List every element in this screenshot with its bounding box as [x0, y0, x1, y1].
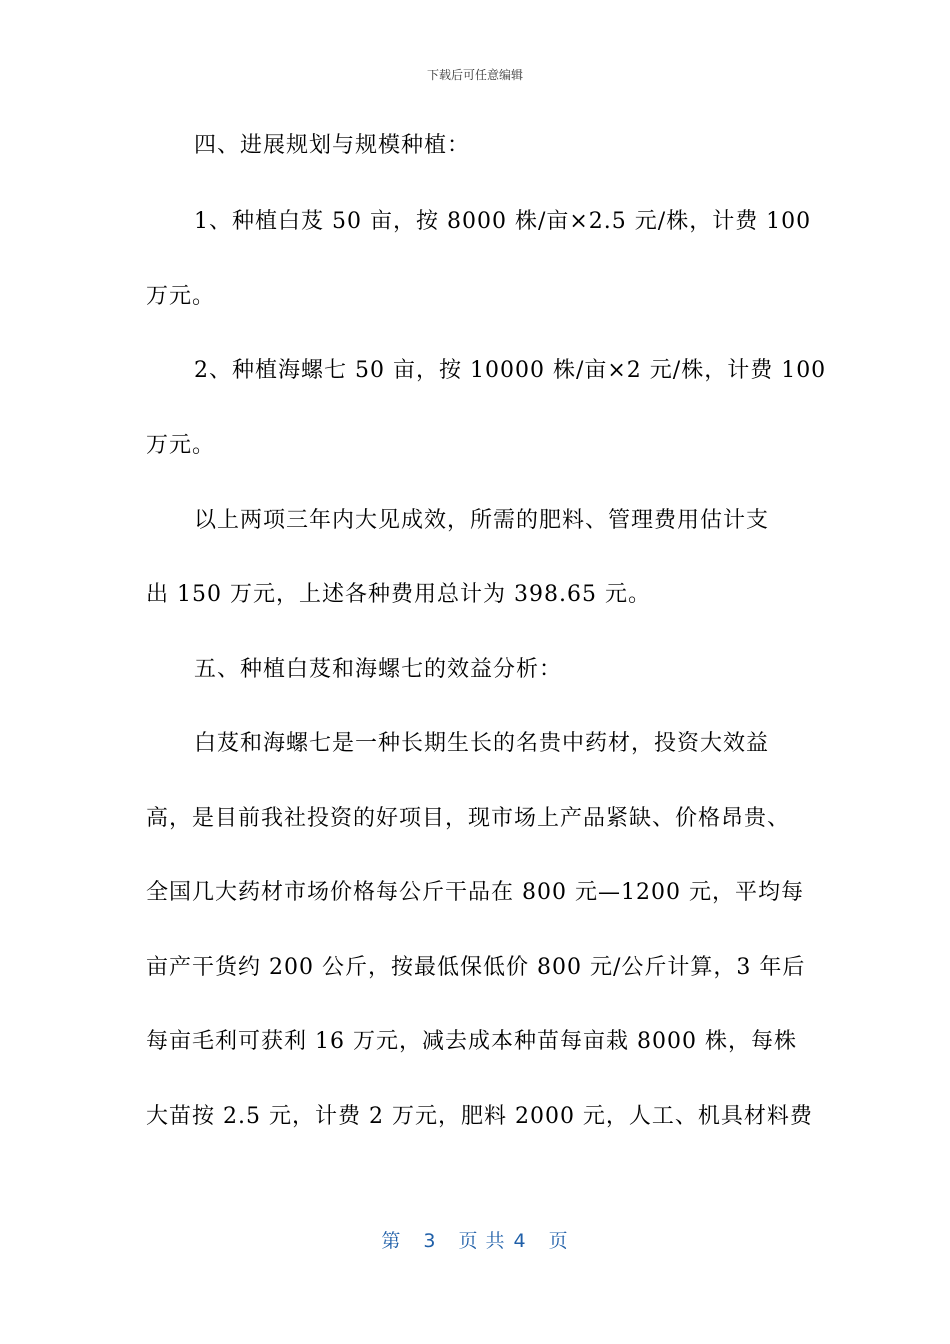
page-label-prefix: 第 — [381, 1230, 402, 1252]
paragraph-line: 1、种植白芨 50 亩，按 8000 株/亩×2.5 元/株，计费 100 — [194, 209, 812, 234]
paragraph-line: 万元。 — [146, 284, 216, 309]
page-label-suffix: 页 — [548, 1230, 569, 1252]
paragraph-line: 以上两项三年内大见成效，所需的肥料、管理费用估计支 — [194, 508, 770, 533]
paragraph-line: 全国几大药材市场价格每公斤干品在 800 元—1200 元，平均每 — [146, 880, 804, 905]
page-header: 下载后可任意编辑 — [426, 68, 523, 82]
paragraph-line: 每亩毛利可获利 16 万元，减去成本种苗每亩栽 8000 株，每株 — [146, 1029, 797, 1054]
current-page-number: 3 — [423, 1230, 437, 1252]
page-footer — [0, 1226, 950, 1253]
paragraph-line: 高，是目前我社投资的好项目，现市场上产品紧缺、价格昂贵、 — [146, 806, 791, 831]
section-heading-4: 四、进展规划与规模种植： — [194, 133, 471, 158]
section-heading-5: 五、种植白芨和海螺七的效益分析： — [194, 657, 563, 682]
page-label-mid: 页 共 — [458, 1230, 506, 1252]
total-pages-number: 4 — [513, 1230, 527, 1252]
paragraph-line: 出 150 万元，上述各种费用总计为 398.65 元。 — [146, 582, 651, 607]
paragraph-line: 2、种植海螺七 50 亩，按 10000 株/亩×2 元/株，计费 100 — [194, 358, 827, 383]
paragraph-line: 大苗按 2.5 元，计费 2 万元，肥料 2000 元，人工、机具材料费 — [146, 1104, 813, 1129]
paragraph-line: 白芨和海螺七是一种长期生长的名贵中药材，投资大效益 — [194, 731, 770, 756]
paragraph-line: 万元。 — [146, 433, 216, 458]
paragraph-line: 亩产干货约 200 公斤，按最低保低价 800 元/公斤计算，3 年后 — [146, 955, 806, 980]
